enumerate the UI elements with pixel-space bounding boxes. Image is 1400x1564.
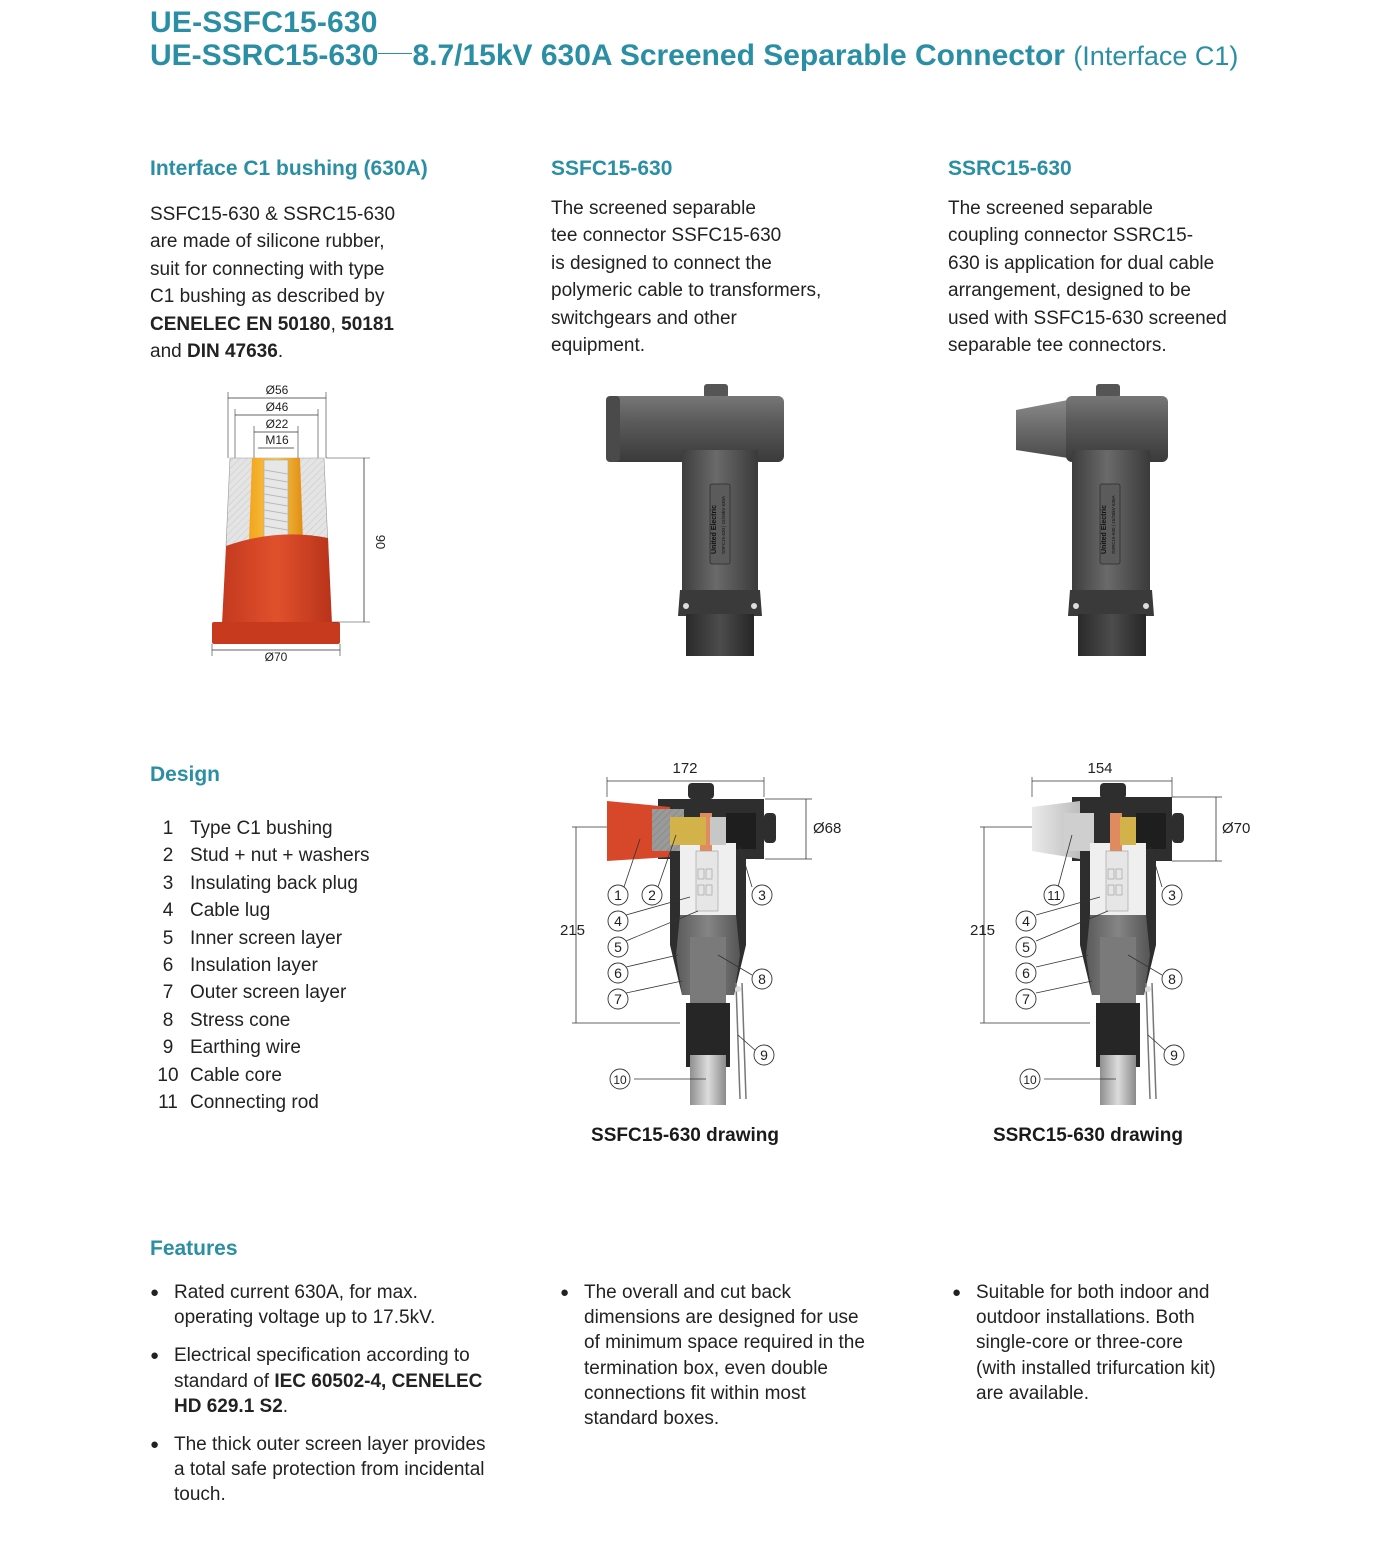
part-number: 3 bbox=[162, 872, 174, 894]
bushing-heading: Interface C1 bushing (630A) bbox=[150, 157, 428, 180]
ssfc-drawing-caption: SSFC15-630 drawing bbox=[591, 1125, 779, 1146]
ssfc-section-drawing bbox=[550, 755, 850, 1105]
bushing-drawing bbox=[200, 378, 400, 668]
ssfc-callout: 10 bbox=[613, 1073, 627, 1087]
ssrc-desc-line: coupling connector SSRC15- bbox=[948, 225, 1194, 247]
feature-text: The thick outer screen layer provides a total safe protection from incidental touch. bbox=[174, 1434, 486, 1506]
page-title-line2 bbox=[150, 39, 1238, 73]
part-label: Connecting rod bbox=[190, 1092, 319, 1114]
ssfc-dim-width: 172 bbox=[672, 760, 698, 777]
design-parts-list bbox=[146, 815, 446, 1116]
ssfc-description bbox=[551, 195, 871, 359]
feature-item bbox=[148, 1280, 488, 1330]
ssrc-model-label: SSRC15-630 | 15/26kV 630A bbox=[1111, 495, 1116, 554]
feature-text: The overall and cut back dimensions are designed for use of minimum space required in the termination box, even double connections fit within most standard boxes. bbox=[584, 1282, 865, 1430]
ssrc-dim-width: 154 bbox=[1087, 760, 1113, 777]
part-number: 8 bbox=[162, 1009, 174, 1031]
part-number: 5 bbox=[162, 927, 174, 949]
features-heading: Features bbox=[150, 1237, 238, 1260]
bushing-desc-line: suit for connecting with type bbox=[150, 258, 385, 280]
title-interface: (Interface C1) bbox=[1073, 41, 1239, 71]
feature-text bbox=[174, 1343, 488, 1419]
ssfc-callout: 4 bbox=[614, 913, 622, 929]
ssrc-drawing-caption: SSRC15-630 drawing bbox=[992, 1125, 1184, 1146]
dim-d46: Ø46 bbox=[265, 400, 289, 414]
feature-item bbox=[148, 1432, 488, 1508]
ssfc-callout: 9 bbox=[760, 1047, 768, 1063]
ssfc-desc-line: The screened separable bbox=[551, 198, 756, 219]
feature-text-pre: Electrical specification according to standard of bbox=[174, 1345, 470, 1392]
ssfc-brand-label: United Electric bbox=[711, 504, 718, 554]
ssrc-callout: 6 bbox=[1022, 965, 1030, 981]
bushing-desc-line: are made of silicone rubber, bbox=[150, 231, 385, 253]
title-model-code: UE-SSRC15-630 bbox=[150, 39, 379, 72]
list-item bbox=[146, 870, 446, 897]
period: . bbox=[277, 341, 284, 363]
bushing-desc-din bbox=[150, 338, 480, 365]
ssfc-desc-line: switchgears and other bbox=[551, 307, 737, 329]
list-item bbox=[146, 925, 446, 952]
ssrc-heading: SSRC15-630 bbox=[948, 157, 1072, 180]
list-item bbox=[146, 897, 446, 924]
ssrc-callout: 8 bbox=[1168, 971, 1176, 987]
bushing-desc-line: C1 bushing as described by bbox=[150, 286, 385, 308]
ssfc-product-photo bbox=[600, 380, 800, 656]
and-text: and bbox=[150, 341, 187, 363]
part-number: 11 bbox=[158, 1092, 178, 1114]
ssrc-dim-height: 215 bbox=[970, 922, 996, 939]
title-dash bbox=[378, 53, 412, 54]
ssrc-callout: 3 bbox=[1168, 887, 1176, 903]
dim-h90: 90 bbox=[373, 534, 388, 550]
feature-item bbox=[950, 1280, 1220, 1406]
part-number: 2 bbox=[162, 845, 174, 867]
ssfc-desc-line: polymeric cable to transformers, bbox=[551, 280, 822, 302]
list-item bbox=[146, 842, 446, 869]
ssfc-model-label: SSFC15-630 | 15/26kV 630A bbox=[721, 496, 726, 554]
dim-d56: Ø56 bbox=[265, 383, 289, 397]
list-item bbox=[146, 952, 446, 979]
ssrc-callout: 5 bbox=[1022, 939, 1030, 955]
features-column-2 bbox=[558, 1280, 868, 1444]
standard-din: DIN 47636 bbox=[186, 341, 278, 363]
part-label: Insulation layer bbox=[190, 955, 318, 977]
ssrc-product-photo bbox=[1008, 380, 1208, 656]
list-item bbox=[146, 1007, 446, 1034]
ssrc-callout: 11 bbox=[1047, 888, 1061, 903]
list-item bbox=[146, 1089, 446, 1116]
feature-text-post: . bbox=[282, 1395, 289, 1417]
part-number: 6 bbox=[162, 955, 174, 977]
feature-item bbox=[148, 1343, 488, 1419]
list-item bbox=[146, 815, 446, 842]
ssrc-desc-line: arrangement, designed to be bbox=[948, 280, 1191, 302]
feature-standard: IEC 60502-4, CENELEC HD 629.1 S2 bbox=[174, 1370, 483, 1417]
ssfc-desc-line: tee connector SSFC15-630 bbox=[551, 225, 782, 247]
part-label: Inner screen layer bbox=[190, 927, 343, 949]
ssrc-desc-line: 630 is application for dual cable bbox=[948, 252, 1215, 274]
ssrc-callout: 4 bbox=[1022, 913, 1030, 929]
ssrc-brand-label: United Electric bbox=[1101, 504, 1108, 554]
features-column-3 bbox=[950, 1280, 1220, 1419]
ssfc-heading: SSFC15-630 bbox=[551, 157, 673, 180]
design-heading: Design bbox=[150, 763, 221, 786]
part-label: Type C1 bushing bbox=[190, 818, 333, 839]
part-label: Cable core bbox=[190, 1064, 282, 1086]
bullet-icon: ● bbox=[150, 1347, 160, 1365]
ssfc-callout: 2 bbox=[648, 887, 656, 903]
part-number: 10 bbox=[157, 1064, 179, 1086]
ssrc-callout: 7 bbox=[1022, 991, 1030, 1007]
ssfc-dim-diameter: Ø68 bbox=[813, 820, 842, 837]
ssfc-dim-height: 215 bbox=[560, 922, 586, 939]
page-title-line1: UE-SSFC15-630 bbox=[150, 6, 378, 39]
part-label: Outer screen layer bbox=[190, 982, 347, 1004]
part-number: 1 bbox=[162, 818, 174, 839]
bullet-icon: ● bbox=[952, 1284, 962, 1301]
ssfc-desc-line: is designed to connect the bbox=[551, 252, 772, 274]
ssrc-desc-line: The screened separable bbox=[948, 198, 1153, 219]
ssfc-callout: 6 bbox=[614, 965, 622, 981]
dim-m16: M16 bbox=[265, 433, 289, 447]
list-item bbox=[146, 1034, 446, 1061]
dim-d22: Ø22 bbox=[265, 417, 289, 431]
standard-cenelec: CENELEC EN 50180 bbox=[150, 313, 331, 335]
ssfc-callout: 5 bbox=[614, 939, 622, 955]
features-column-1 bbox=[148, 1280, 488, 1521]
list-item bbox=[146, 979, 446, 1006]
list-item bbox=[146, 1062, 446, 1089]
part-label: Insulating back plug bbox=[190, 872, 358, 894]
part-label: Stress cone bbox=[190, 1009, 291, 1031]
ssfc-callout: 3 bbox=[758, 887, 766, 903]
dim-d70: Ø70 bbox=[264, 650, 288, 664]
bullet-icon: ● bbox=[150, 1436, 160, 1454]
bushing-desc-standards bbox=[150, 311, 480, 338]
ssfc-callout: 1 bbox=[614, 887, 622, 903]
ssfc-callout: 7 bbox=[614, 991, 622, 1007]
title-product-name: 8.7/15kV 630A Screened Separable Connector bbox=[412, 39, 1065, 72]
feature-item bbox=[558, 1280, 868, 1431]
part-number: 4 bbox=[162, 900, 174, 922]
ssrc-desc-line: separable tee connectors. bbox=[948, 335, 1167, 357]
part-label: Stud + nut + washers bbox=[190, 845, 370, 867]
standard-separator: , bbox=[330, 313, 342, 335]
bullet-icon: ● bbox=[560, 1284, 570, 1301]
ssrc-desc-line: used with SSFC15-630 screened bbox=[948, 307, 1227, 329]
ssrc-description bbox=[948, 195, 1278, 359]
bushing-description bbox=[150, 201, 480, 365]
ssrc-dim-diameter: Ø70 bbox=[1222, 820, 1251, 837]
part-number: 7 bbox=[162, 982, 174, 1004]
ssfc-desc-line: equipment. bbox=[551, 335, 646, 357]
ssfc-callout: 8 bbox=[758, 971, 766, 987]
ssrc-callout: 9 bbox=[1170, 1047, 1178, 1063]
bushing-desc-line: SSFC15-630 & SSRC15-630 bbox=[150, 204, 396, 225]
ssrc-callout: 10 bbox=[1023, 1073, 1037, 1087]
part-label: Earthing wire bbox=[190, 1037, 301, 1059]
bullet-icon: ● bbox=[150, 1284, 160, 1301]
ssrc-section-drawing bbox=[960, 755, 1260, 1105]
feature-text: Rated current 630A, for max. operating voltage up to 17.5kV. bbox=[174, 1282, 436, 1329]
part-label: Cable lug bbox=[190, 900, 271, 922]
standard-50181: 50181 bbox=[341, 313, 394, 335]
feature-text: Suitable for both indoor and outdoor installations. Both single-core or three-core (with installed trifurcation kit) are available. bbox=[976, 1282, 1216, 1404]
part-number: 9 bbox=[162, 1037, 174, 1059]
